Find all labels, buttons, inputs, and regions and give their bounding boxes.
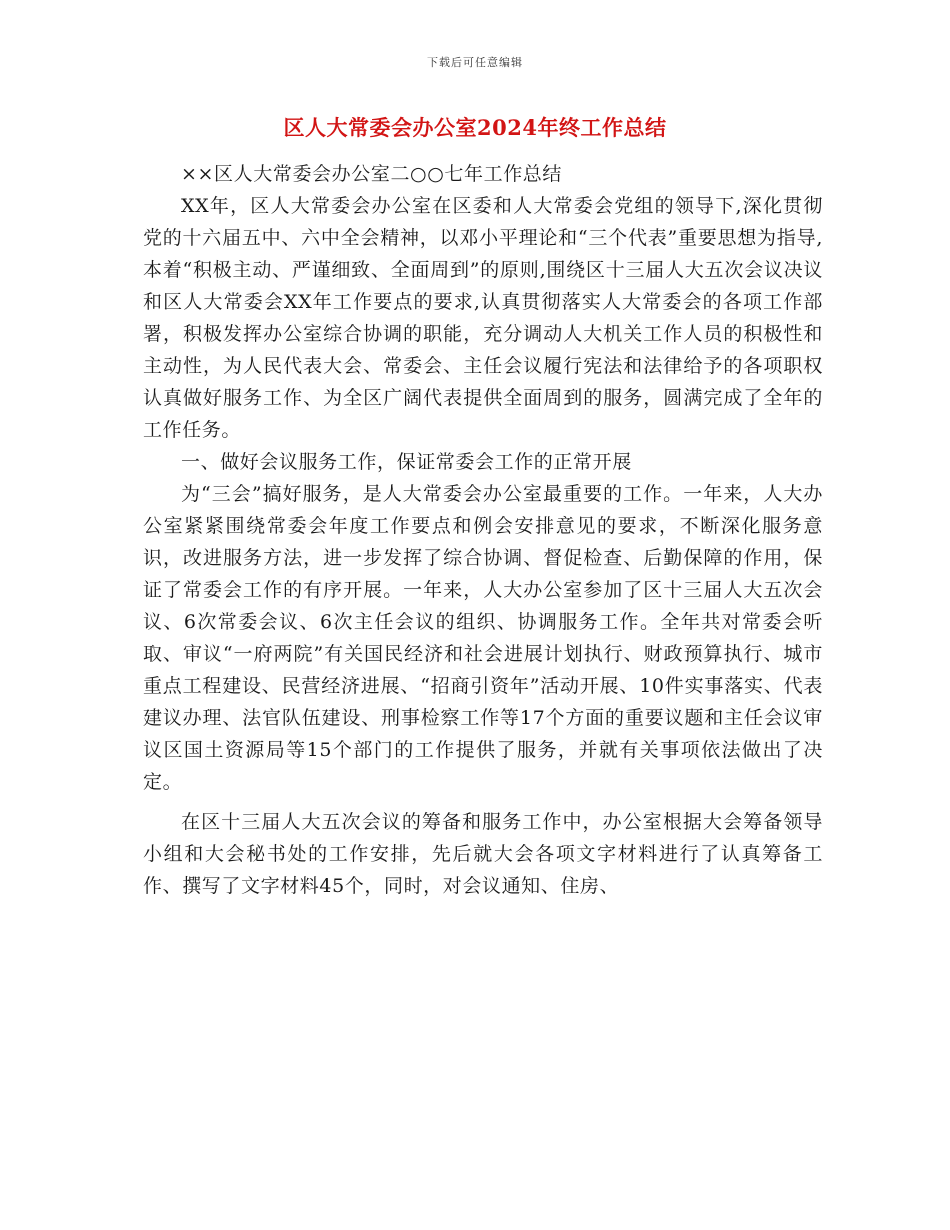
paragraph-subtitle: ××区人大常委会办公室二○○七年工作总结 — [181, 163, 562, 185]
paragraph-meeting-service: 为“三会”搞好服务，是人大常委会办公室最重要的工作。一年来，人大办公室紧紧围绕常委会年度工作要点和例会安排意见的要求，不断深化服务意识，改进服务方法，进一步发挥了综合协调、督促检查、后勤保障的作用，保证了常委会工作的有序开展。一年来，人大办公室参加了区十三届人大五次会议、6次常委会议、6次主任会议的组织、协调服务工作。全年共对常委会听取、审议“一府两院”有关国民经济和社会进展计划执行、财政预算执行、城市重点工程建设、民营经济进展、“招商引资年”活动开展、10件实事落实、代表建议办理、法官队伍建设、刑事检察工作等17个方面的重要议题和主任会议审议区国土资源局等15个部门的工作提供了服务，并就有关事项依法做出了决定。 — [143, 483, 823, 793]
paragraph-congress-preparation: 在区十三届人大五次会议的筹备和服务工作中，办公室根据大会筹备领导小组和大会秘书处的工作安排，先后就大会各项文字材料进行了认真筹备工作、撰写了文字材料45个，同时，对会议通知、住房、 — [143, 811, 823, 897]
document-title: 区人大常委会办公室2024年终工作总结 — [283, 115, 667, 140]
document-body — [143, 158, 823, 902]
header-note: 下载后可任意编辑 — [427, 56, 523, 69]
paragraph-intro: XX年，区人大常委会办公室在区委和人大常委会党组的领导下,深化贯彻党的十六届五中、六中全会精神，以邓小平理论和“三个代表”重要思想为指导,本着“积极主动、严谨细致、全面周到”的原则,围绕区十三届人大五次会议决议和区人大常委会XX年工作要点的要求,认真贯彻落实人大常委会的各项工作部署，积极发挥办公室综合协调的职能，充分调动人大机关工作人员的积极性和主动性，为人民代表大会、常委会、主任会议履行宪法和法律给予的各项职权认真做好服务工作、为全区广阔代表提供全面周到的服务，圆满完成了全年的工作任务。 — [143, 195, 823, 441]
section-heading-1: 一、做好会议服务工作，保证常委会工作的正常开展 — [181, 451, 632, 473]
